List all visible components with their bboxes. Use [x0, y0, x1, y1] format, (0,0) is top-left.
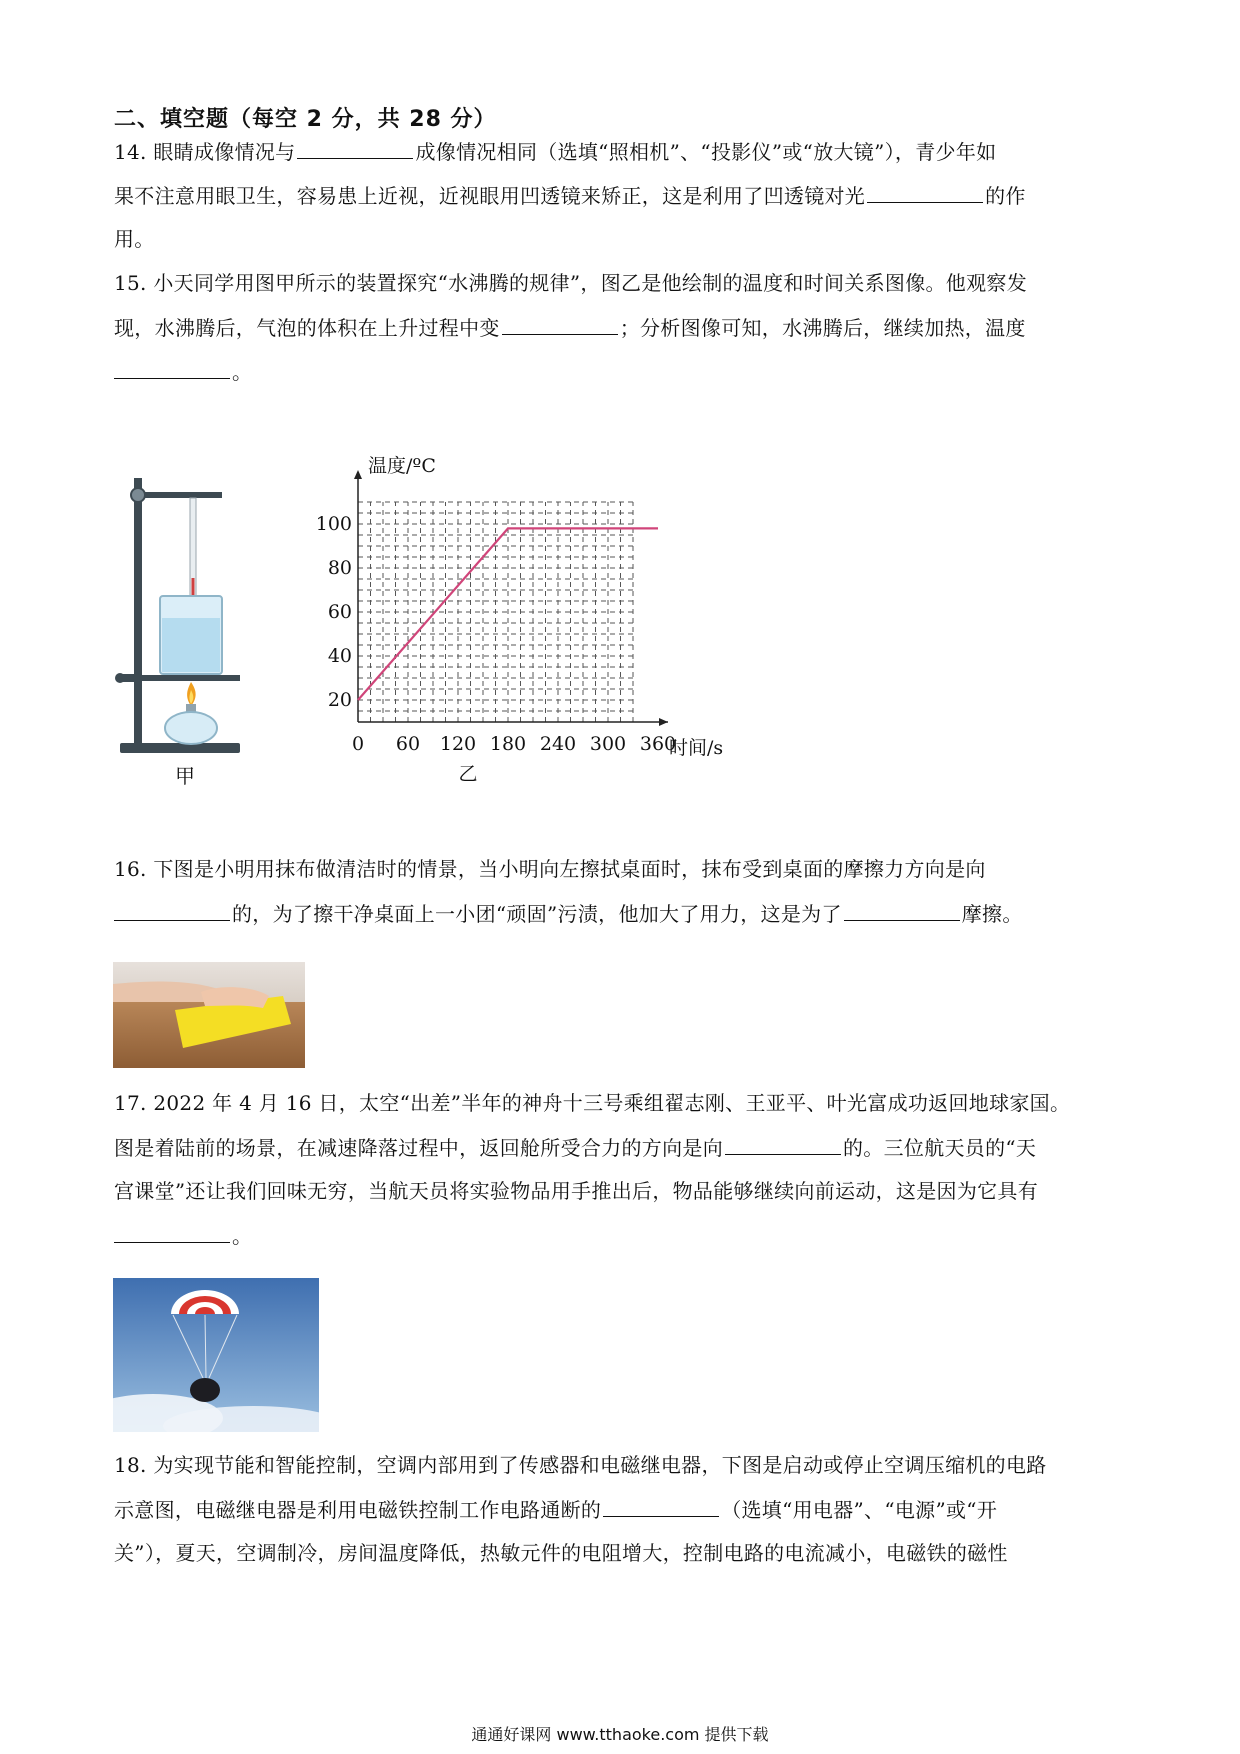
x-tick-label: 60: [395, 733, 421, 755]
q16-text: 摩擦。: [961, 902, 1023, 926]
q14-text: 的作: [985, 184, 1026, 208]
q16-text: 的，为了擦干净桌面上一小团“顽固”污渍，他加大了用力，这是为了: [232, 902, 842, 926]
figure-right-caption: 乙: [458, 763, 478, 785]
y-tick-label: 40: [327, 645, 352, 667]
y-axis-arrow: [354, 470, 362, 479]
page-footer: 通通好课网 www.tthaoke.com 提供下载: [471, 1725, 769, 1744]
x-tick-label: 120: [439, 733, 477, 755]
x-tick-label: 180: [489, 733, 527, 755]
q14-text: 果不注意用眼卫生，容易患上近视，近视眼用凹透镜来矫正，这是利用了凹透镜对光: [114, 184, 866, 208]
q17-text: 图是着陆前的场景，在减速降落过程中，返回舱所受合力的方向是向: [114, 1136, 723, 1160]
q18-blank-1[interactable]: [603, 1496, 719, 1517]
q17-line-3: 宫课堂”还让我们回味无穷，当航天员将实验物品用手推出后，物品能够继续向前运动，这是因为它具有: [114, 1179, 1039, 1203]
q15-line-3: [114, 358, 252, 385]
x-tick-label: 360: [639, 733, 677, 755]
figure-left-caption: 甲: [175, 764, 195, 788]
q18-line-1: 18. 为实现节能和智能控制，空调内部用到了传感器和电磁继电器，下图是启动或停止空调压缩机的电路: [114, 1453, 1047, 1477]
x-tick-label: 300: [589, 733, 627, 755]
q15-blank-2[interactable]: [114, 358, 230, 379]
y-tick-label: 80: [327, 557, 352, 579]
q15-text: 。: [232, 360, 253, 384]
q14-blank-2[interactable]: [867, 182, 983, 203]
q17-blank-1[interactable]: [725, 1134, 841, 1155]
y-tick-label: 20: [327, 689, 352, 711]
q16-blank-2[interactable]: [844, 900, 960, 921]
q17-text: 。: [232, 1224, 253, 1248]
q14-text: 成像情况相同（选填“照相机”、“投影仪”或“放大镜”），青少年如: [415, 140, 997, 164]
x-axis-label: 时间/s: [669, 737, 724, 759]
y-tick-label: 100: [315, 513, 352, 535]
x-tick-label: 240: [539, 733, 577, 755]
y-axis-label: 温度/ºC: [368, 455, 436, 477]
q14-line-2: [114, 182, 1026, 209]
q15-line-1: 15. 小天同学用图甲所示的装置探究“水沸腾的规律”，图乙是他绘制的温度和时间关系图像。他观察发: [114, 271, 1028, 295]
q14-line-1: [114, 138, 996, 165]
q16-line-1: 16. 下图是小明用抹布做清洁时的情景，当小明向左擦拭桌面时，抹布受到桌面的摩擦力方向是向: [114, 857, 986, 881]
q14-line-3: 用。: [114, 227, 155, 251]
y-tick-label: 60: [327, 601, 352, 623]
q18-text: （选填“用电器”、“电源”或“开: [721, 1498, 998, 1522]
q15-text: 现，水沸腾后，气泡的体积在上升过程中变: [114, 316, 500, 340]
q14-text: 14. 眼睛成像情况与: [114, 140, 296, 164]
x-axis-arrow: [659, 718, 668, 726]
q18-line-2: [114, 1496, 997, 1523]
x-tick-label: 0: [351, 733, 365, 755]
q14-blank-1[interactable]: [297, 138, 413, 159]
q17-line-1: 17. 2022 年 4 月 16 日，太空“出差”半年的神舟十三号乘组翟志刚、王亚平、叶光富成功返回地球家国。: [114, 1091, 1071, 1115]
q16-blank-1[interactable]: [114, 900, 230, 921]
capsule-parachute-photo: [113, 1278, 319, 1432]
temperature-time-chart: [300, 440, 740, 790]
q18-line-3: 关”），夏天，空调制冷，房间温度降低，热敏元件的电阻增大，控制电路的电流减小，电磁铁的磁性: [114, 1541, 1008, 1565]
q15-line-2: [114, 314, 1026, 341]
q18-text: 示意图，电磁继电器是利用电磁铁控制工作电路通断的: [114, 1498, 602, 1522]
section-title: 二、填空题（每空 2 分，共 28 分）: [114, 107, 497, 132]
q15-blank-1[interactable]: [502, 314, 618, 335]
wiping-table-photo: [113, 962, 305, 1068]
q15-text: ；分析图像可知，水沸腾后，继续加热，温度: [619, 316, 1026, 340]
q16-line-2: [114, 900, 1023, 927]
q17-text: 的。三位航天员的“天: [843, 1136, 1037, 1160]
q17-blank-2[interactable]: [114, 1222, 230, 1243]
q17-line-4: [114, 1222, 252, 1249]
boiling-apparatus-figure: [110, 468, 250, 758]
q17-line-2: [114, 1134, 1036, 1161]
